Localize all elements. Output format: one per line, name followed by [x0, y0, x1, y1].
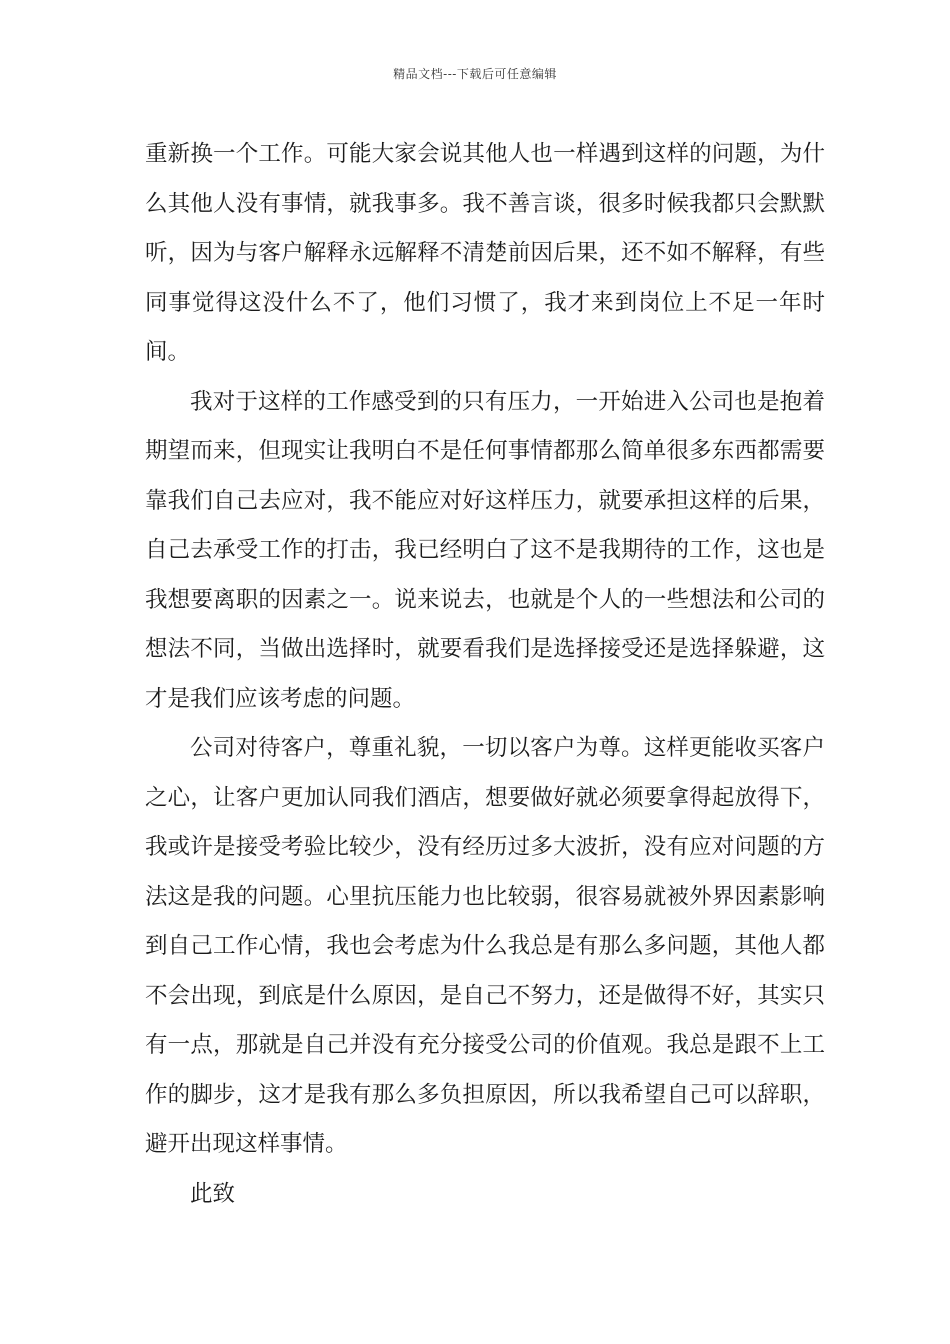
document-body — [145, 130, 825, 1219]
paragraph: 我对于这样的工作感受到的只有压力，一开始进入公司也是抱着期望而来，但现实让我明白不是任何事情都那么简单很多东西都需要靠我们自己去应对，我不能应对好这样压力，就要承担这样的后果，自己去承受工作的打击，我已经明白了这不是我期待的工作，这也是我想要离职的因素之一。说来说去，也就是个人的一些想法和公司的想法不同，当做出选择时，就要看我们是选择接受还是选择躲避，这才是我们应该考虑的问题。 — [145, 388, 825, 712]
page-header: 精品文档---下载后可任意编辑 — [393, 67, 557, 81]
paragraph-continued: 重新换一个工作。可能大家会说其他人也一样遇到这样的问题，为什么其他人没有事情，就我事多。我不善言谈，很多时候我都只会默默听，因为与客户解释永远解释不清楚前因后果，还不如不解释，有些同事觉得这没什么不了，他们习惯了，我才来到岗位上不足一年时间。 — [145, 141, 825, 365]
paragraph: 公司对待客户，尊重礼貌，一切以客户为尊。这样更能收买客户之心，让客户更加认同我们酒店，想要做好就必须要拿得起放得下，我或许是接受考验比较少，没有经历过多大波折，没有应对问题的方法这是我的问题。心里抗压能力也比较弱，很容易就被外界因素影响到自己工作心情，我也会考虑为什么我总是有那么多问题，其他人都不会出现，到底是什么原因，是自己不努力，还是做得不好，其实只有一点，那就是自己并没有充分接受公司的价值观。我总是跟不上工作的脚步，这才是我有那么多负担原因，所以我希望自己可以辞职，避开出现这样事情。 — [145, 735, 825, 1157]
letter-closing: 此致 — [190, 1180, 236, 1207]
